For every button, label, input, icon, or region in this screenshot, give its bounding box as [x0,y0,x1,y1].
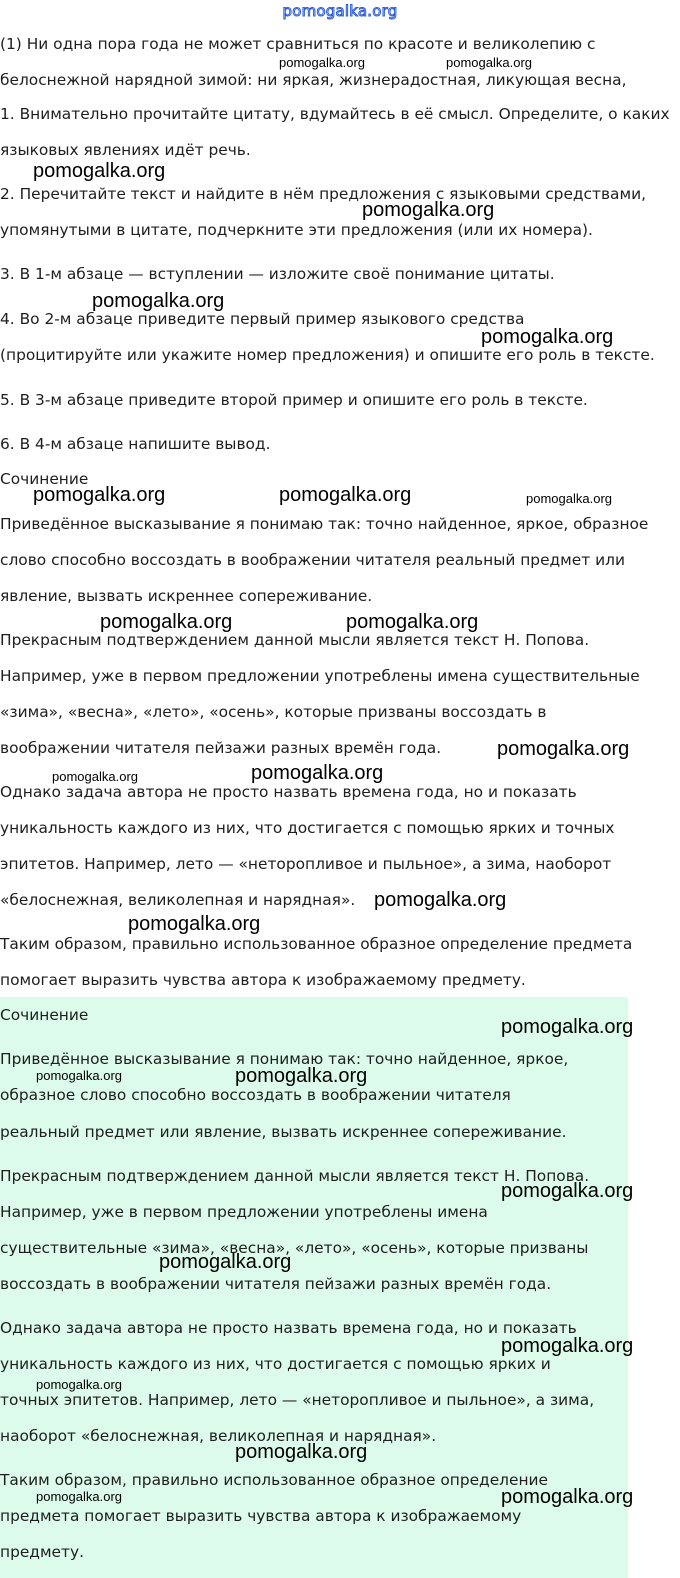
essay-line: явление, вызвать искреннее сопереживание. [0,587,373,605]
watermark: pomogalka.org [36,1068,122,1083]
watermark: pomogalka.org [92,290,225,312]
essay-line: Таким образом, правильно использованное образное определение [0,1471,549,1489]
intro-line: белоснежной нарядной зимой: ни яркая, жизнерадостная, ликующая весна, [0,71,627,89]
task-1-line: 1. Внимательно прочитайте цитату, вдумайтесь в её смысл. Определите, о каких [0,105,670,123]
essay-line: Приведённое высказывание я понимаю так: точно найденное, яркое, [0,1050,569,1068]
watermark: pomogalka.org [33,484,166,506]
watermark: pomogalka.org [481,326,614,348]
essay-line: Например, уже в первом предложении употреблены имена существительные [0,667,640,685]
site-logo[interactable]: pomogalka.org [282,2,398,20]
watermark: pomogalka.org [446,55,532,70]
essay-line: предмету. [0,1543,84,1561]
watermark: pomogalka.org [501,1335,634,1357]
watermark: pomogalka.org [362,199,495,221]
essay-line: Например, уже в первом предложении употреблены имена [0,1203,488,1221]
task-6-line: 6. В 4-м абзаце напишите вывод. [0,435,271,453]
watermark: pomogalka.org [251,762,384,784]
watermark: pomogalka.org [36,1489,122,1504]
watermark: pomogalka.org [374,889,507,911]
task-1-line: языковых явлениях идёт речь. [0,141,251,159]
watermark: pomogalka.org [36,1377,122,1392]
watermark: pomogalka.org [279,55,365,70]
watermark: pomogalka.org [501,1180,634,1202]
essay-line: Приведённое высказывание я понимаю так: точно найденное, яркое, образное [0,515,649,533]
essay-heading: Сочинение [0,1006,89,1024]
watermark: pomogalka.org [497,738,630,760]
essay-line: Прекрасным подтверждением данной мысли является текст Н. Попова. [0,631,590,649]
watermark: pomogalka.org [526,491,612,506]
essay-line: уникальность каждого из них, что достигается с помощью ярких и [0,1355,551,1373]
task-2-line: 2. Перечитайте текст и найдите в нём предложения с языковыми средствами, [0,185,646,203]
watermark: pomogalka.org [33,160,166,182]
watermark: pomogalka.org [100,611,233,633]
essay-line: реальный предмет или явление, вызвать искреннее сопереживание. [0,1123,567,1141]
essay-line: Таким образом, правильно использованное образное определение предмета [0,935,633,953]
essay-line: наоборот «белоснежная, великолепная и нарядная». [0,1427,437,1445]
watermark: pomogalka.org [235,1441,368,1463]
watermark: pomogalka.org [346,611,479,633]
watermark: pomogalka.org [128,913,261,935]
watermark: pomogalka.org [52,769,138,784]
task-3-line: 3. В 1-м абзаце — вступлении — изложите своё понимание цитаты. [0,265,555,283]
essay-line: Прекрасным подтверждением данной мысли является текст Н. Попова. [0,1167,590,1185]
watermark: pomogalka.org [501,1486,634,1508]
essay-line: помогает выразить чувства автора к изображаемому предмету. [0,971,526,989]
essay-line: «белоснежная, великолепная и нарядная». [0,891,356,909]
essay-line: образное слово способно воссоздать в воображении читателя [0,1086,511,1104]
essay-line: предмета помогает выразить чувства автора к изображаемому [0,1507,522,1525]
watermark: pomogalka.org [235,1065,368,1087]
task-5-line: 5. В 3-м абзаце приведите второй пример и опишите его роль в тексте. [0,391,588,409]
essay-line: эпитетов. Например, лето — «неторопливое и пыльное», а зима, наоборот [0,855,612,873]
essay-line: Однако задача автора не просто назвать времена года, но и показать [0,1319,577,1337]
essay-line: уникальность каждого из них, что достигается с помощью ярких и точных [0,819,615,837]
task-2-line: упомянутыми в цитате, подчеркните эти предложения (или их номера). [0,221,593,239]
essay-line: «зима», «весна», «лето», «осень», которые призваны воссоздать в [0,703,547,721]
essay-line: существительные «зима», «весна», «лето», «осень», которые призваны [0,1239,589,1257]
essay-line: воссоздать в воображении читателя пейзажи разных времён года. [0,1275,552,1293]
watermark: pomogalka.org [159,1251,292,1273]
intro-line: (1) Ни одна пора года не может сравниться по красоте и великолепию с [0,35,596,53]
task-4-line: (процитируйте или укажите номер предложения) и опишите его роль в тексте. [0,346,655,364]
watermark: pomogalka.org [501,1016,634,1038]
task-4-line: 4. Во 2-м абзаце приведите первый пример языкового средства [0,310,525,328]
essay-heading: Сочинение [0,470,89,488]
essay-line: воображении читателя пейзажи разных времён года. [0,739,442,757]
essay-line: Однако задача автора не просто назвать времена года, но и показать [0,783,577,801]
watermark: pomogalka.org [279,484,412,506]
essay-line: слово способно воссоздать в воображении читателя реальный предмет или [0,551,625,569]
essay-line: точных эпитетов. Например, лето — «неторопливое и пыльное», а зима, [0,1391,595,1409]
